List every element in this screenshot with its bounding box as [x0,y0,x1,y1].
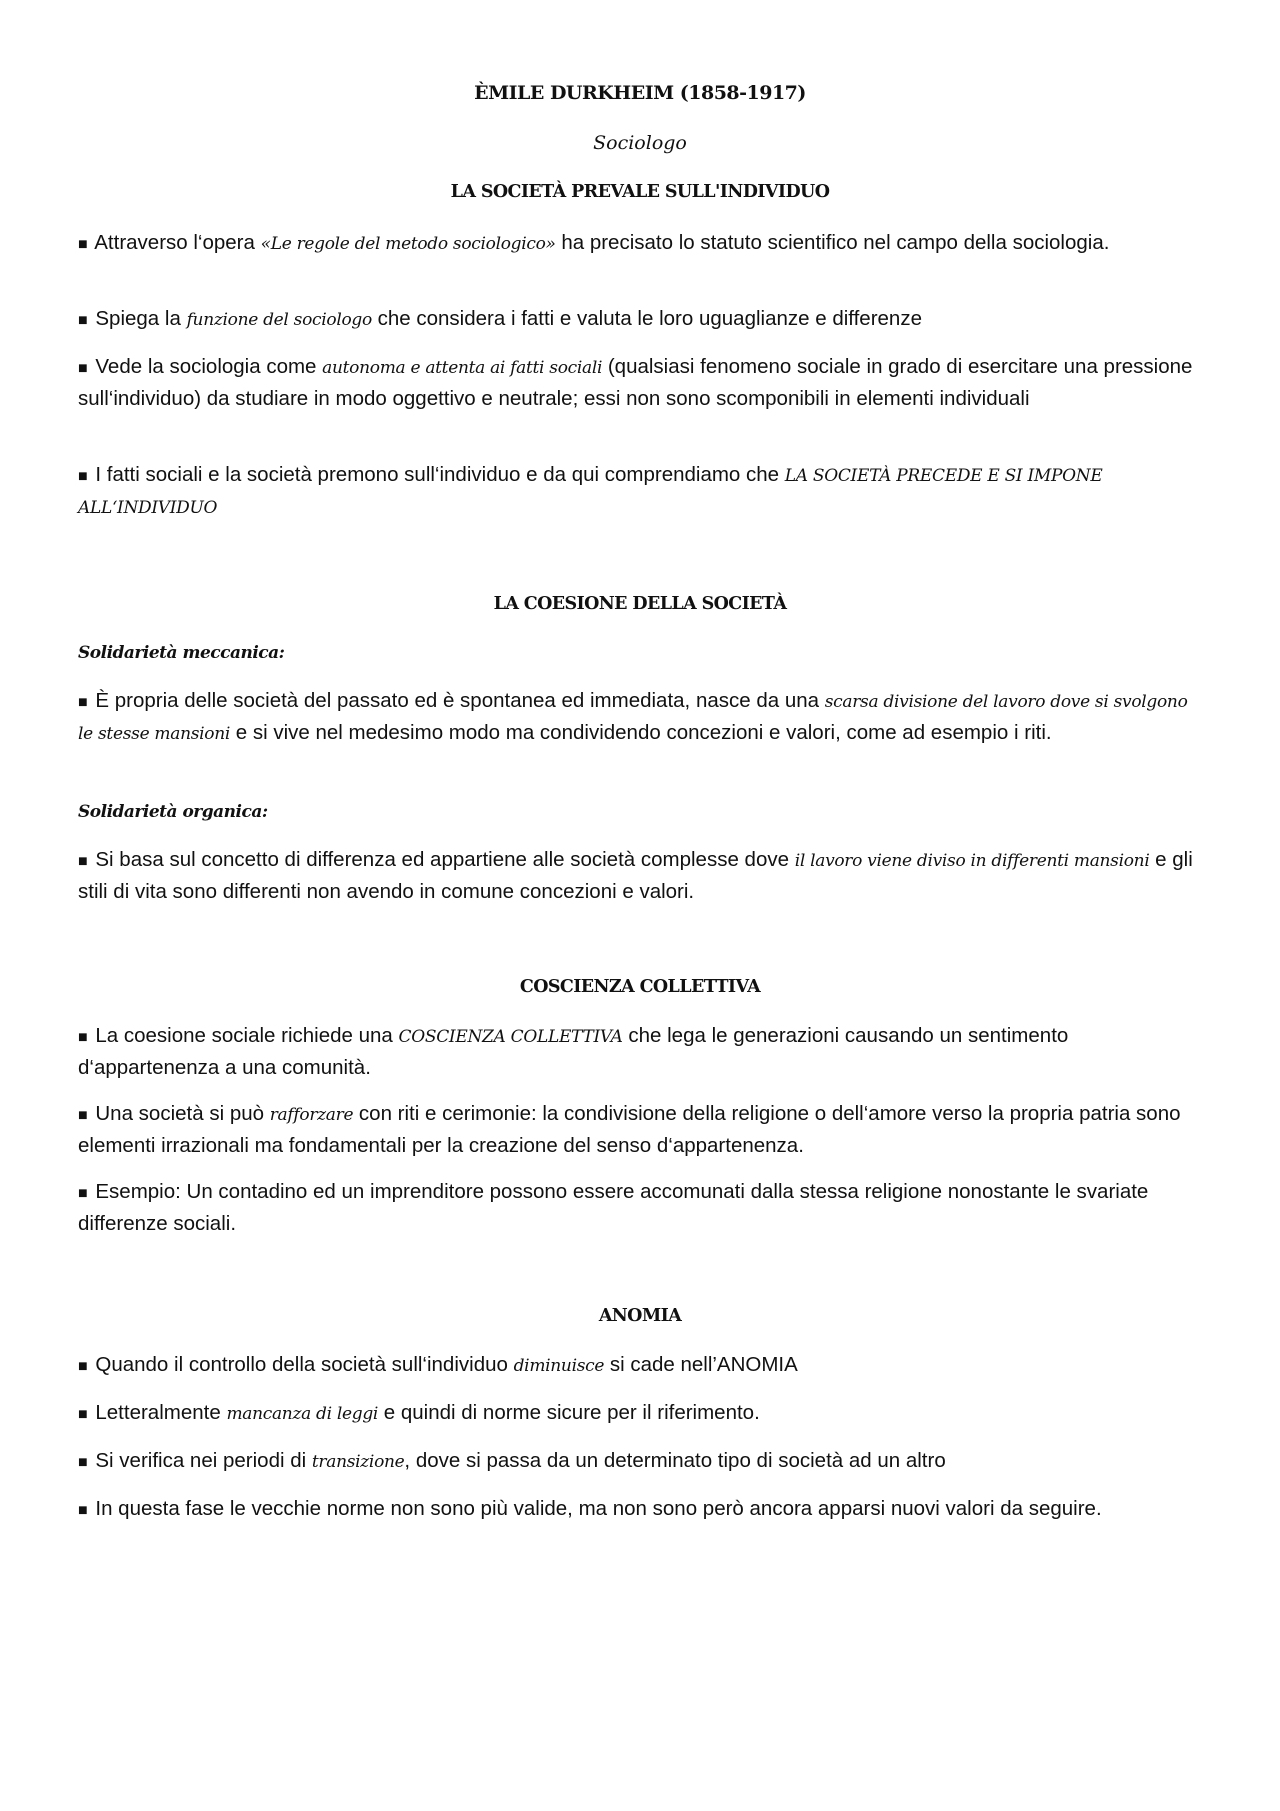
bullet-icon: ■ [78,1454,88,1471]
document-subtitle: Sociologo [593,132,687,154]
section-heading-coscienza-collettiva: COSCIENZA COLLETTIVA [519,977,761,997]
section-heading-anomia: ANOMIA [598,1306,682,1326]
bullet-icon: ■ [78,1107,88,1124]
subheading-solidarieta-organica: Solidarietà organica: [78,802,268,822]
bullet-icon: ■ [78,468,88,485]
paragraph: ■ I fatti sociali e la società premono sull‘individuo e da qui comprendiamo che LA SOCIETÀ PRECEDE E SI IMPONE ALL‘INDIVIDUO [78,463,1103,518]
paragraph: ■ Spiega la funzione del sociologo che considera i fatti e valuta le loro uguaglianze e differenze [78,307,922,330]
paragraph: ■ Esempio: Un contadino ed un imprenditore possono essere accomunati dalla stessa religione nonostante le svariate differenze sociali. [78,1180,1149,1235]
paragraph: ■ Vede la sociologia come autonoma e attenta ai fatti sociali (qualsiasi fenomeno sociale in grado di esercitare una pressione sull‘individuo) da studiare in modo oggettivo e neutrale; essi non sono scomponibili in elementi individuali [78,355,1193,410]
subheading-solidarieta-meccanica: Solidarietà meccanica: [78,643,285,663]
section-heading-coesione: LA COESIONE DELLA SOCIETÀ [493,594,787,614]
bullet-icon: ■ [78,853,88,870]
paragraph: ■ Si verifica nei periodi di transizione, dove si passa da un determinato tipo di società ad un altro [78,1449,946,1472]
bullet-icon: ■ [78,694,88,711]
bullet-icon: ■ [78,1502,88,1519]
bullet-icon: ■ [78,312,88,329]
bullet-icon: ■ [78,236,88,253]
bullet-icon: ■ [78,1185,88,1202]
paragraph: ■ Attraverso l‘opera «Le regole del metodo sociologico» ha precisato lo statuto scientifico nel campo della sociologia. [78,231,1110,254]
document-title: ÈMILE DURKHEIM (1858-1917) [474,82,806,104]
bullet-icon: ■ [78,360,88,377]
section-heading-societa-prevale: LA SOCIETÀ PREVALE SULL'INDIVIDUO [450,182,830,202]
paragraph: ■ Quando il controllo della società sull‘individuo diminuisce si cade nell’ANOMIA [78,1353,798,1376]
paragraph: ■ Si basa sul concetto di differenza ed appartiene alle società complesse dove il lavoro viene diviso in differenti mansioni e gli stili di vita sono differenti non avendo in comune concezioni e valori. [78,848,1193,903]
paragraph: ■ È propria delle società del passato ed è spontanea ed immediata, nasce da una scarsa divisione del lavoro dove si svolgono le stesse mansioni e si vive nel medesimo modo ma condividendo concezioni e valori, come ad esempio i riti. [78,689,1188,744]
paragraph: ■ In questa fase le vecchie norme non sono più valide, ma non sono però ancora apparsi nuovi valori da seguire. [78,1497,1102,1520]
bullet-icon: ■ [78,1358,88,1375]
paragraph: ■ Letteralmente mancanza di leggi e quindi di norme sicure per il riferimento. [78,1401,760,1424]
bullet-icon: ■ [78,1029,88,1046]
bullet-icon: ■ [78,1406,88,1423]
paragraph: ■ La coesione sociale richiede una COSCIENZA COLLETTIVA che lega le generazioni causando un sentimento d‘appartenenza a una comunità. [78,1024,1069,1079]
paragraph: ■ Una società si può rafforzare con riti e cerimonie: la condivisione della religione o dell‘amore verso la propria patria sono elementi irrazionali ma fondamentali per la creazione del senso d‘appartenenza. [78,1102,1181,1157]
